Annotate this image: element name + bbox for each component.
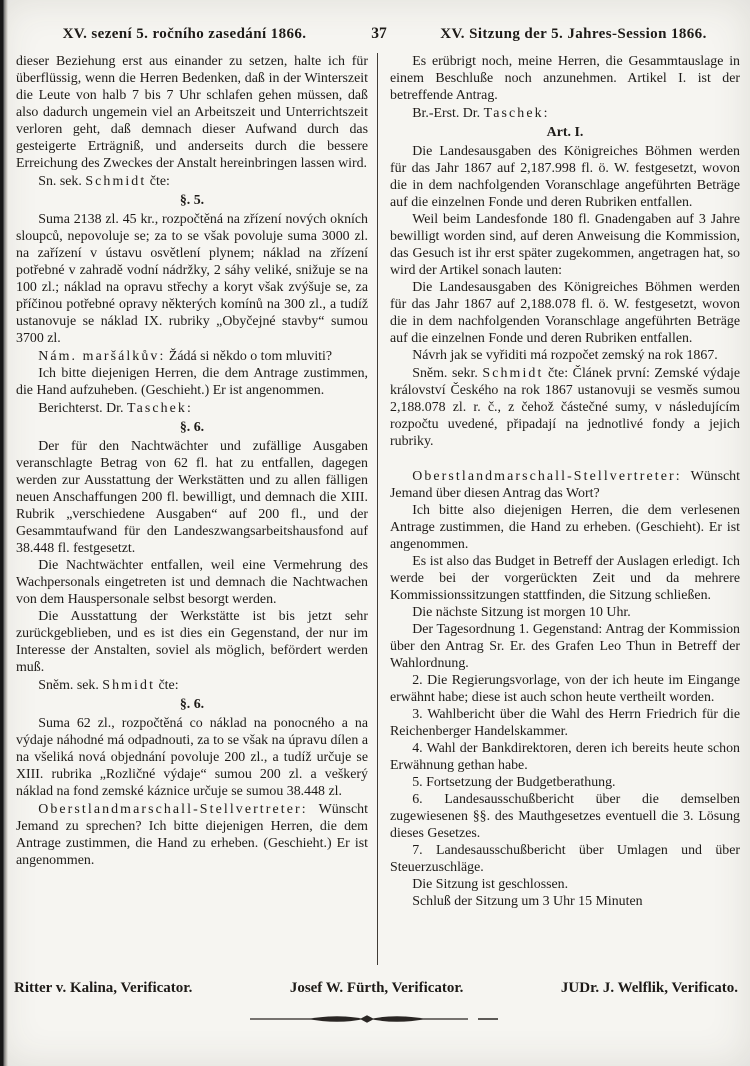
two-column-body (16, 53, 740, 965)
paragraph: Die Landesausgaben des Königreiches Böhmen werden für das Jahr 1867 auf 2,187.998 fl. ö. W. festgesetzt, wovon die in dem nachfolgenden Voranschlage angeführten Beträge auf die einzelnen Fonde und deren Rubriken entfallen. (390, 144, 740, 210)
paragraph-gap (390, 450, 740, 467)
paragraph: Suma 62 zl., rozpočtěná co náklad na ponocného a na výdaje náhodné má odpadnouti, za to se však na úpravu dílen a na všeliká nová objednání povoluje 200 zl., a tudíž určuje se XIII. rubrika „Rozličné výdaje“ sumou 200 zl. a veškerý náklad na fond zemské káznice určuje se sumou 38.448 zl. (16, 716, 368, 799)
verificator-signatures (0, 965, 750, 997)
scan-edge-shadow (0, 0, 8, 1066)
paragraph: Schluß der Sitzung um 3 Uhr 15 Minuten (412, 894, 643, 909)
speaker-paragraph (16, 348, 368, 365)
speaker-paragraph (390, 468, 740, 502)
speaker-name: Schmidt (482, 366, 544, 381)
speaker-name: Schmidt (85, 174, 147, 189)
paragraph: Návrh jak se vyřiditi má rozpočet zemský na rok 1867. (412, 348, 718, 363)
paragraph: Der für den Nachtwächter und zufällige Ausgaben veranschlagte Betrag von 62 fl. hat zu entfallen, dagegen werden zur Ausstattung der Werkstätten und zu allen fälligen neuen Anschaffungen 200 fl. bewilligt, und demnach die XIII. Rubrik „verschiedene Ausgaben“ auf 200 fl., und der Gesammtaufwand für den Landeszwangsarbeitshausfond auf 38.448 fl. festgesetzt. (16, 439, 368, 556)
paragraph: Ich bitte also diejenigen Herren, die dem verlesenen Antrage zustimmen, die Hand zu erheben. (Geschieht). Er ist angenommen. (390, 503, 740, 552)
agenda-item: 5. Fortsetzung der Budgetberathung. (412, 775, 616, 790)
speaker-line (16, 173, 368, 190)
paragraph: Es ist also das Budget in Betreff der Auslagen erledigt. Ich werde bei der vorgerückten Zeit und da mehrere Kommissionssitzungen stattfinden, die Sitzung schließen. (390, 554, 740, 603)
speaker-prefix: Sněm. sek. (38, 678, 103, 693)
speaker-name: Oberstlandmarschall-Stellvertreter: (412, 469, 682, 484)
speaker-prefix: Sněm. sekr. (412, 366, 483, 381)
paragraph: Ich bitte diejenigen Herren, die dem Antrage zustimmen, die Hand aufzuheben. (Geschieht.) Er ist angenommen. (16, 366, 368, 398)
speaker-suffix: : (543, 106, 548, 121)
paragraph: Die Sitzung ist geschlossen. (412, 877, 569, 892)
paragraph: Die nächste Sitzung ist morgen 10 Uhr. (412, 605, 631, 620)
page-header (0, 0, 750, 47)
header-title-czech: XV. sezení 5. ročního zasedání 1866. (62, 26, 307, 42)
agenda-item: 3. Wahlbericht über die Wahl des Herrn Friedrich für die Reichenberger Handelskammer. (390, 707, 740, 739)
left-column (16, 53, 378, 965)
agenda-item: 6. Landesausschußbericht über die demselben zugewiesenen §§. des Mauthgesetzes eventuell die 3. Lösung dieses Gesetzes. (390, 792, 740, 841)
verificator-name: Josef W. Fürth, Verificator. (289, 980, 464, 996)
paragraph: Weil beim Landesfonde 180 fl. Gnadengaben auf 3 Jahre bewilligt worden sind, auf deren Anweisung die Kommission, das Gesuch ist ihr erst später zugekommen, angetragen hat, so wird der Artikel sonach lauten: (390, 212, 740, 278)
speaker-name: Oberstlandmarschall-Stellvertreter: (38, 802, 308, 817)
paragraph-continuation: dieser Beziehung erst aus einander zu setzen, halte ich für überflüssig, wenn die Herren Bedenken, daß in der Winterszeit die Leute von halb 7 bis 7 Uhr schlafen gehen müssen, daß also dadurch ungemein viel an Arbeitszeit und Unterrichtszeit verloren geht, daß demnach dieser Aufwand durch das gesteigerte Erträgniß, und anderseits durch die bessere Erreichung des Zweckes der Anstalt hereinbringen lassen wird. (16, 54, 368, 171)
paragraph: Die Ausstattung der Werkstätte ist bis jetzt sehr zurückgeblieben, und es ist dies ein Gegenstand, der nur im Interesse der Anstalten, soviel als möglich, befördert werden muß. (16, 609, 368, 675)
right-column (378, 53, 740, 965)
divider-flourish-icon (250, 1012, 500, 1026)
verificator-name: JUDr. J. Welflik, Verificato. (560, 980, 738, 996)
ornament-divider (0, 1012, 750, 1026)
speaker-text: Žádá si někdo o tom mluviti? (165, 349, 333, 364)
speaker-paragraph (16, 801, 368, 869)
verificator-name: Ritter v. Kalina, Verificator. (14, 980, 193, 996)
agenda-item: 2. Die Regierungsvorlage, von der ich heute im Eingange erwähnt habe; diese ist auch schon heute vertheilt worden. (390, 673, 740, 705)
speaker-suffix: čte: (146, 174, 170, 189)
speaker-prefix: Berichterst. Dr. (38, 401, 127, 416)
paragraph: Es erübrigt noch, meine Herren, die Gesammtauslage in einem Beschluße noch anzunehmen. Artikel I. ist der betreffende Antrag. (390, 54, 740, 103)
page-number: 37 (371, 25, 387, 42)
paragraph: Die Landesausgaben des Königreiches Böhmen werden für das Jahr 1867 auf 2,188.078 fl. ö. W. festgesetzt, wovon die in dem nachfolgenden Voranschlage angeführten Beträge auf die einzelnen Fonde und deren Rubriken entfallen. (390, 280, 740, 346)
speaker-suffix: : (186, 401, 191, 416)
speaker-line (16, 677, 368, 694)
article-heading: Art. I. (546, 125, 584, 140)
agenda-item: 4. Wahl der Bankdirektoren, deren ich bereits heute schon Erwähnung gethan habe. (390, 741, 740, 773)
paragraph: Der Tagesordnung 1. Gegenstand: Antrag der Kommission über den Antrag Sr. Er. des Grafen Leo Thun in Betreff der Wahlordnung. (390, 622, 740, 671)
header-title-german: XV. Sitzung der 5. Jahres-Session 1866. (440, 26, 707, 42)
speaker-name: Nám. maršálkův: (38, 349, 166, 364)
speaker-line (16, 400, 368, 417)
speaker-prefix: Sn. sek. (38, 174, 86, 189)
section-heading: §. 5. (179, 193, 205, 208)
speaker-suffix: čte: (155, 678, 179, 693)
speaker-name: Shmidt (102, 678, 156, 693)
speaker-prefix: Br.-Erst. Dr. (412, 106, 484, 121)
speaker-paragraph (390, 365, 740, 450)
speaker-name: Taschek (126, 401, 187, 416)
section-heading: §. 6. (179, 697, 205, 712)
section-heading: §. 6. (179, 420, 205, 435)
speaker-line (390, 105, 740, 122)
paragraph: Suma 2138 zl. 45 kr., rozpočtěná na zřízení nových okních sloupců, nepovoluje se; za to se však povoluje suma 3000 zl. na zařízení v ústavu osvětlení plynem; náklad na zřízení potřebné v zahradě vodní nádržky, 2 sáhy veliké, snižuje se na 100 zl.; náklad na opravu střechy a koryt však zvýšuje se, za příčinou potřebné opravy některých komínů na 300 zl., a tudíž ustanovuje se náklad IX. rubriky „Obyčejné stavby“ sumou 3700 zl. (16, 212, 368, 346)
speaker-text: Wünscht Jemand über diesen Antrag das Wort? (390, 469, 740, 501)
speaker-text: Wünscht Jemand zu sprechen? Ich bitte diejenigen Herren, die dem Antrage zustimmen, die Hand zu erheben. (Geschieht.) Er ist angenommen. (16, 802, 368, 868)
paragraph: Die Nachtwächter entfallen, weil eine Vermehrung des Wachpersonals eingetreten ist und demnach die Nachtwachen von dem Hauspersonale selbst besorgt werden. (16, 558, 368, 607)
speaker-text: čte: Článek první: Zemské výdaje království Českého na rok 1867 ustanovuji se vesměs sumou 2,188.078 zl. r. č., z čehož částečné sumy, v následujícím rozpočtu uvedené, připadají na jednotlivé fondy a jejich rubriky. (390, 366, 740, 449)
speaker-name: Taschek (483, 106, 544, 121)
agenda-item: 7. Landesausschußbericht über Umlagen und über Steuerzuschläge. (390, 843, 740, 875)
